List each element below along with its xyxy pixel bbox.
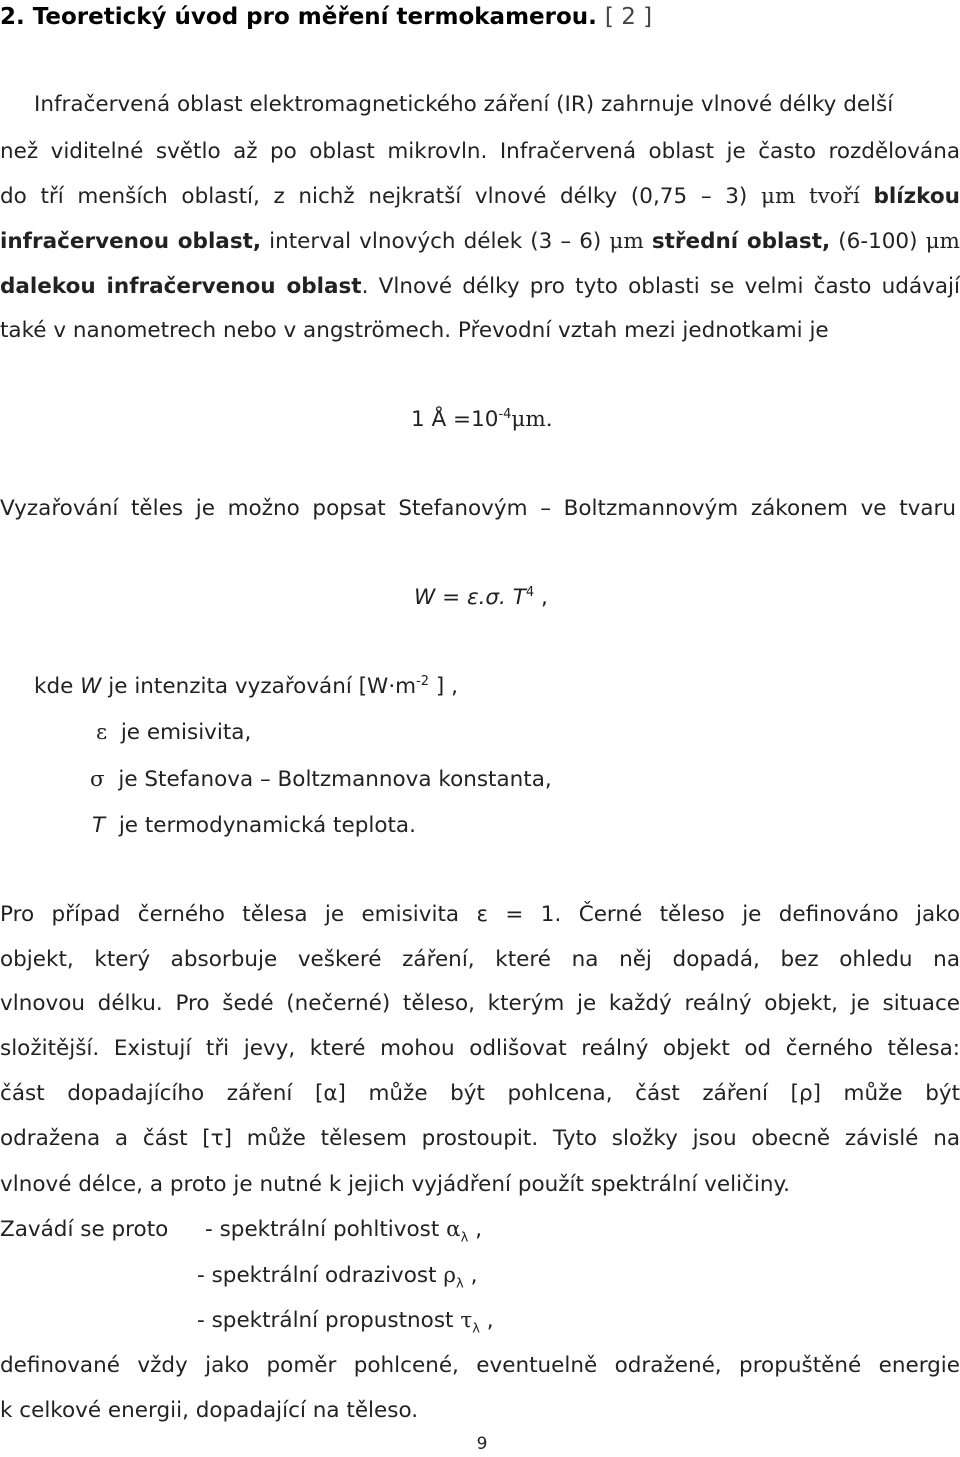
para1-line-3	[0, 182, 960, 212]
conversion-exponent: -4	[498, 406, 512, 422]
para1-line-3-text: do tří menších oblastí, z nichž nejkratší vlnové délky (0,75	[0, 184, 688, 209]
comma: ,	[463, 1263, 478, 1288]
para2-line-4: složitější. Existují tři jevy, které mohou odlišovat reálný objekt od černého tělesa:	[0, 1036, 960, 1061]
para2-line-3: vlnovou délku. Pro šedé (nečerné) těleso, kterým je každý reálný objekt, je situace	[0, 991, 960, 1016]
symbol-tau: τ	[460, 1308, 473, 1333]
definition-sigma-text: je Stefanova – Boltzmannova konstanta,	[118, 767, 552, 792]
citation-ref: [ 2 ]	[604, 4, 653, 30]
para1-line-5	[0, 272, 960, 302]
spectral-item-1-label: - spektrální pohltivost	[205, 1217, 440, 1242]
para3-line-1: definované vždy jako poměr pohlcené, eventuelně odražené, propuštěné energie	[0, 1353, 960, 1378]
conversion-unit: μm.	[511, 407, 553, 432]
page-number: 9	[476, 1434, 488, 1454]
symbol-epsilon: ε	[96, 720, 108, 745]
definition-t-text: je termodynamická teplota.	[118, 813, 416, 838]
definition-prefix: kde	[34, 674, 74, 699]
symbol-t: T	[92, 813, 106, 838]
symbol-rho: ρ	[443, 1263, 457, 1288]
comma: ,	[479, 1308, 494, 1333]
para1-line-3-value: 3)	[725, 184, 748, 209]
spectral-item-absorptance	[205, 1215, 482, 1245]
para2-line-7: vlnové délce, a proto je nutné k jejich vyjádření použít spektrální veličiny.	[0, 1172, 790, 1197]
spectral-item-2-label: - spektrální odrazivost	[197, 1263, 437, 1288]
para1-line-4-range: (6-100)	[838, 229, 918, 254]
spectral-item-reflectance	[197, 1261, 477, 1291]
stefan-boltzmann-formula	[414, 583, 548, 613]
comma: ,	[468, 1217, 483, 1242]
definition-sigma	[90, 765, 552, 795]
para1-line-6: také v nanometrech nebo v angströmech. Převodní vztah mezi jednotkami je	[0, 318, 829, 343]
para1-line-4-unit: μm	[609, 229, 644, 254]
formula-text: W = ε.σ. T	[414, 585, 526, 610]
formula-exponent: 4	[525, 584, 535, 600]
term-far-infrared: dalekou infračervenou oblast	[0, 274, 362, 299]
definition-epsilon	[96, 718, 251, 748]
subscript-lambda: λ	[460, 1230, 469, 1246]
spectral-intro: Zavádí se proto	[0, 1217, 169, 1242]
definition-w-text: je intenzita vyzařování [W	[108, 674, 389, 699]
para1-line-4-unit-2: μm	[925, 229, 960, 254]
formula-tail: ,	[534, 585, 548, 610]
definition-w-tail: ] ,	[429, 674, 458, 699]
dash: –	[560, 229, 572, 254]
variable-w: W	[80, 674, 102, 699]
dash: –	[700, 184, 712, 209]
para3-line-2: k celkové energii, dopadající na těleso.	[0, 1398, 419, 1423]
section-title: 2. Teoretický úvod pro měření termokamerou.	[0, 4, 597, 30]
para1-line-3-unit: μm tvoří	[760, 184, 860, 209]
subscript-lambda: λ	[472, 1321, 480, 1337]
term-near-infrared-cont: infračervenou oblast,	[0, 229, 262, 254]
symbol-sigma: σ	[90, 767, 105, 792]
symbol-alpha: α	[446, 1217, 461, 1242]
para1-line-4-value: 6)	[579, 229, 602, 254]
para1-line-2: než viditelné světlo až po oblast mikrovln. Infračervená oblast je často rozdělována	[0, 139, 960, 164]
para2-line-5: část dopadajícího záření [α] může být pohlcena, část záření [ρ] může být	[0, 1081, 960, 1106]
conversion-lhs: 1 Å =10	[411, 407, 499, 432]
term-near-infrared: blízkou	[873, 184, 960, 209]
multiplication-dot: ·	[388, 674, 396, 699]
term-mid-infrared: střední oblast,	[651, 229, 831, 254]
section-heading	[0, 0, 652, 34]
definition-w	[34, 672, 458, 702]
para2-line-6: odražena a část [τ] může tělesem prostoupit. Tyto složky jsou obecně závislé na	[0, 1126, 960, 1151]
subscript-lambda: λ	[456, 1276, 464, 1292]
stefan-intro: Vyzařování těles je možno popsat Stefanovým – Boltzmannovým zákonem ve tvaru	[0, 496, 956, 521]
definition-t	[92, 811, 416, 841]
definition-epsilon-text: je emisivita,	[120, 720, 252, 745]
para1-line-4-text: interval vlnových délek (3	[269, 229, 553, 254]
para1-line-1: Infračervená oblast elektromagnetického záření (IR) zahrnuje vlnové délky delší	[34, 92, 894, 117]
unit-m: m	[395, 674, 417, 699]
para1-line-4	[0, 227, 960, 257]
para1-line-5-text: . Vlnové délky pro tyto oblasti se velmi často udávají	[361, 274, 960, 299]
para2-line-1: Pro případ černého tělesa je emisivita ε = 1. Černé těleso je definováno jako	[0, 902, 960, 927]
spectral-item-transmittance	[197, 1306, 494, 1336]
unit-conversion	[411, 405, 553, 435]
unit-exponent: -2	[416, 673, 430, 689]
para2-line-2: objekt, který absorbuje veškeré záření, které na něj dopadá, bez ohledu na	[0, 947, 960, 972]
spectral-item-3-label: - spektrální propustnost	[197, 1308, 454, 1333]
